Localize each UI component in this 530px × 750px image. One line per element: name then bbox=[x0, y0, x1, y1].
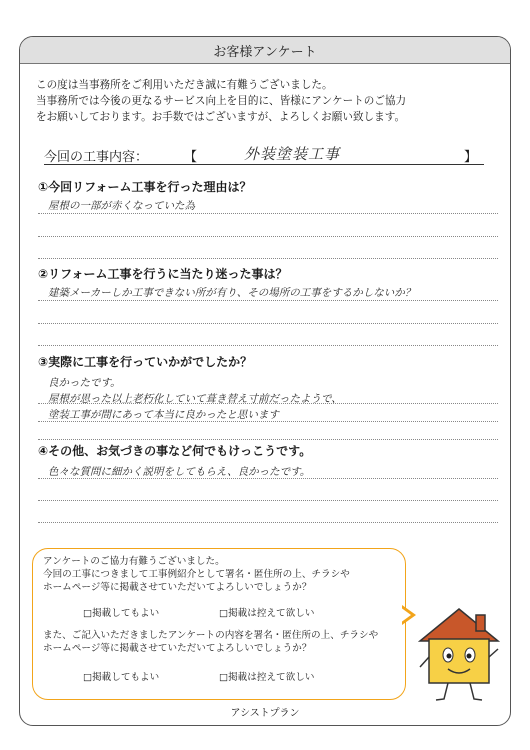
question-title: ③実際に工事を行っていかがでしたか？ bbox=[38, 355, 253, 369]
answer-rule bbox=[38, 478, 498, 479]
survey-form bbox=[19, 36, 511, 726]
intro-line: この度は当事務所をご利用いただき誠に有難うございました。 bbox=[36, 79, 333, 91]
consent-text: ホームページ等に掲載させていただいてよろしいでしょうか？ bbox=[43, 643, 312, 654]
question-title: ④その他、お気づきの事など何でもけっこうです。 bbox=[38, 444, 312, 458]
work-content-label: 今回の工事内容： bbox=[44, 150, 149, 165]
answer-rule bbox=[38, 258, 498, 259]
answer-line: 良かったです。 bbox=[48, 377, 121, 389]
intro-line: をお願いしております。お手数ではございますが、よろしくお願い致します。 bbox=[36, 111, 406, 123]
answer-rule bbox=[38, 421, 498, 422]
consent-text: また、ご記入いただきましたアンケートの内容を署名・匿住所の上、チラシや bbox=[43, 630, 379, 641]
answer-rule bbox=[38, 236, 498, 237]
intro-text bbox=[36, 77, 496, 125]
answer-rule bbox=[38, 439, 498, 440]
answer-line: 建築メーカーしか工事できない所が有り、その場所の工事をするかしないか？ bbox=[48, 287, 416, 299]
question-title: ②リフォーム工事を行うに当たり迷った事は？ bbox=[38, 267, 288, 281]
consent-text: ホームページ等に掲載させていただいてよろしいでしょうか？ bbox=[43, 582, 312, 593]
consent-option-decline[interactable]: □掲載は控えて欲しい bbox=[219, 608, 315, 619]
bubble-tail-inner bbox=[400, 607, 411, 623]
answer-rule bbox=[38, 522, 498, 523]
answer-line: 屋根が思った以上老朽化していて葺き替え寸前だったようで、 bbox=[48, 393, 342, 405]
consent-option-allow[interactable]: □掲載してもよい bbox=[83, 672, 160, 683]
answer-line: 色々な質問に細かく説明をしてもらえ、良かったです。 bbox=[48, 466, 311, 478]
question-2 bbox=[38, 265, 498, 345]
question-title: ①今回リフォーム工事を行った理由は？ bbox=[38, 180, 252, 194]
question-3 bbox=[38, 353, 498, 439]
intro-line: 当事務所では今後の更なるサービス向上を目的に、皆様にアンケートのご協力 bbox=[36, 95, 407, 107]
answer-rule bbox=[38, 345, 498, 346]
consent-option-allow[interactable]: □掲載してもよい bbox=[83, 608, 160, 619]
house-mascot-icon bbox=[418, 605, 500, 705]
answer-rule bbox=[38, 500, 498, 501]
answer-rule bbox=[38, 403, 498, 404]
question-1 bbox=[38, 178, 498, 258]
answer-rule bbox=[38, 213, 498, 214]
bracket-close: 】 bbox=[464, 150, 478, 165]
consent-text: 今回の工事につきまして工事例紹介として署名・匿住所の上、チラシや bbox=[43, 569, 350, 580]
answer-line: 塗装工事が間にあって本当に良かったと思います bbox=[48, 409, 279, 421]
answer-rule bbox=[38, 323, 498, 324]
work-content-field[interactable] bbox=[44, 146, 484, 165]
consent-bubble bbox=[32, 548, 406, 700]
answer-rule bbox=[38, 300, 498, 301]
form-title: お客様アンケート bbox=[20, 37, 510, 64]
consent-option-decline[interactable]: □掲載は控えて欲しい bbox=[219, 672, 315, 683]
answer-line: 屋根の一部が赤くなっていた為 bbox=[48, 200, 195, 212]
work-content-value: 外装塗装工事 bbox=[244, 145, 341, 163]
question-4 bbox=[38, 442, 498, 522]
bracket-open: 【 bbox=[184, 150, 198, 165]
consent-text: アンケートのご協力有難うございました。 bbox=[43, 556, 225, 567]
company-name: アシストプラン bbox=[230, 708, 300, 719]
